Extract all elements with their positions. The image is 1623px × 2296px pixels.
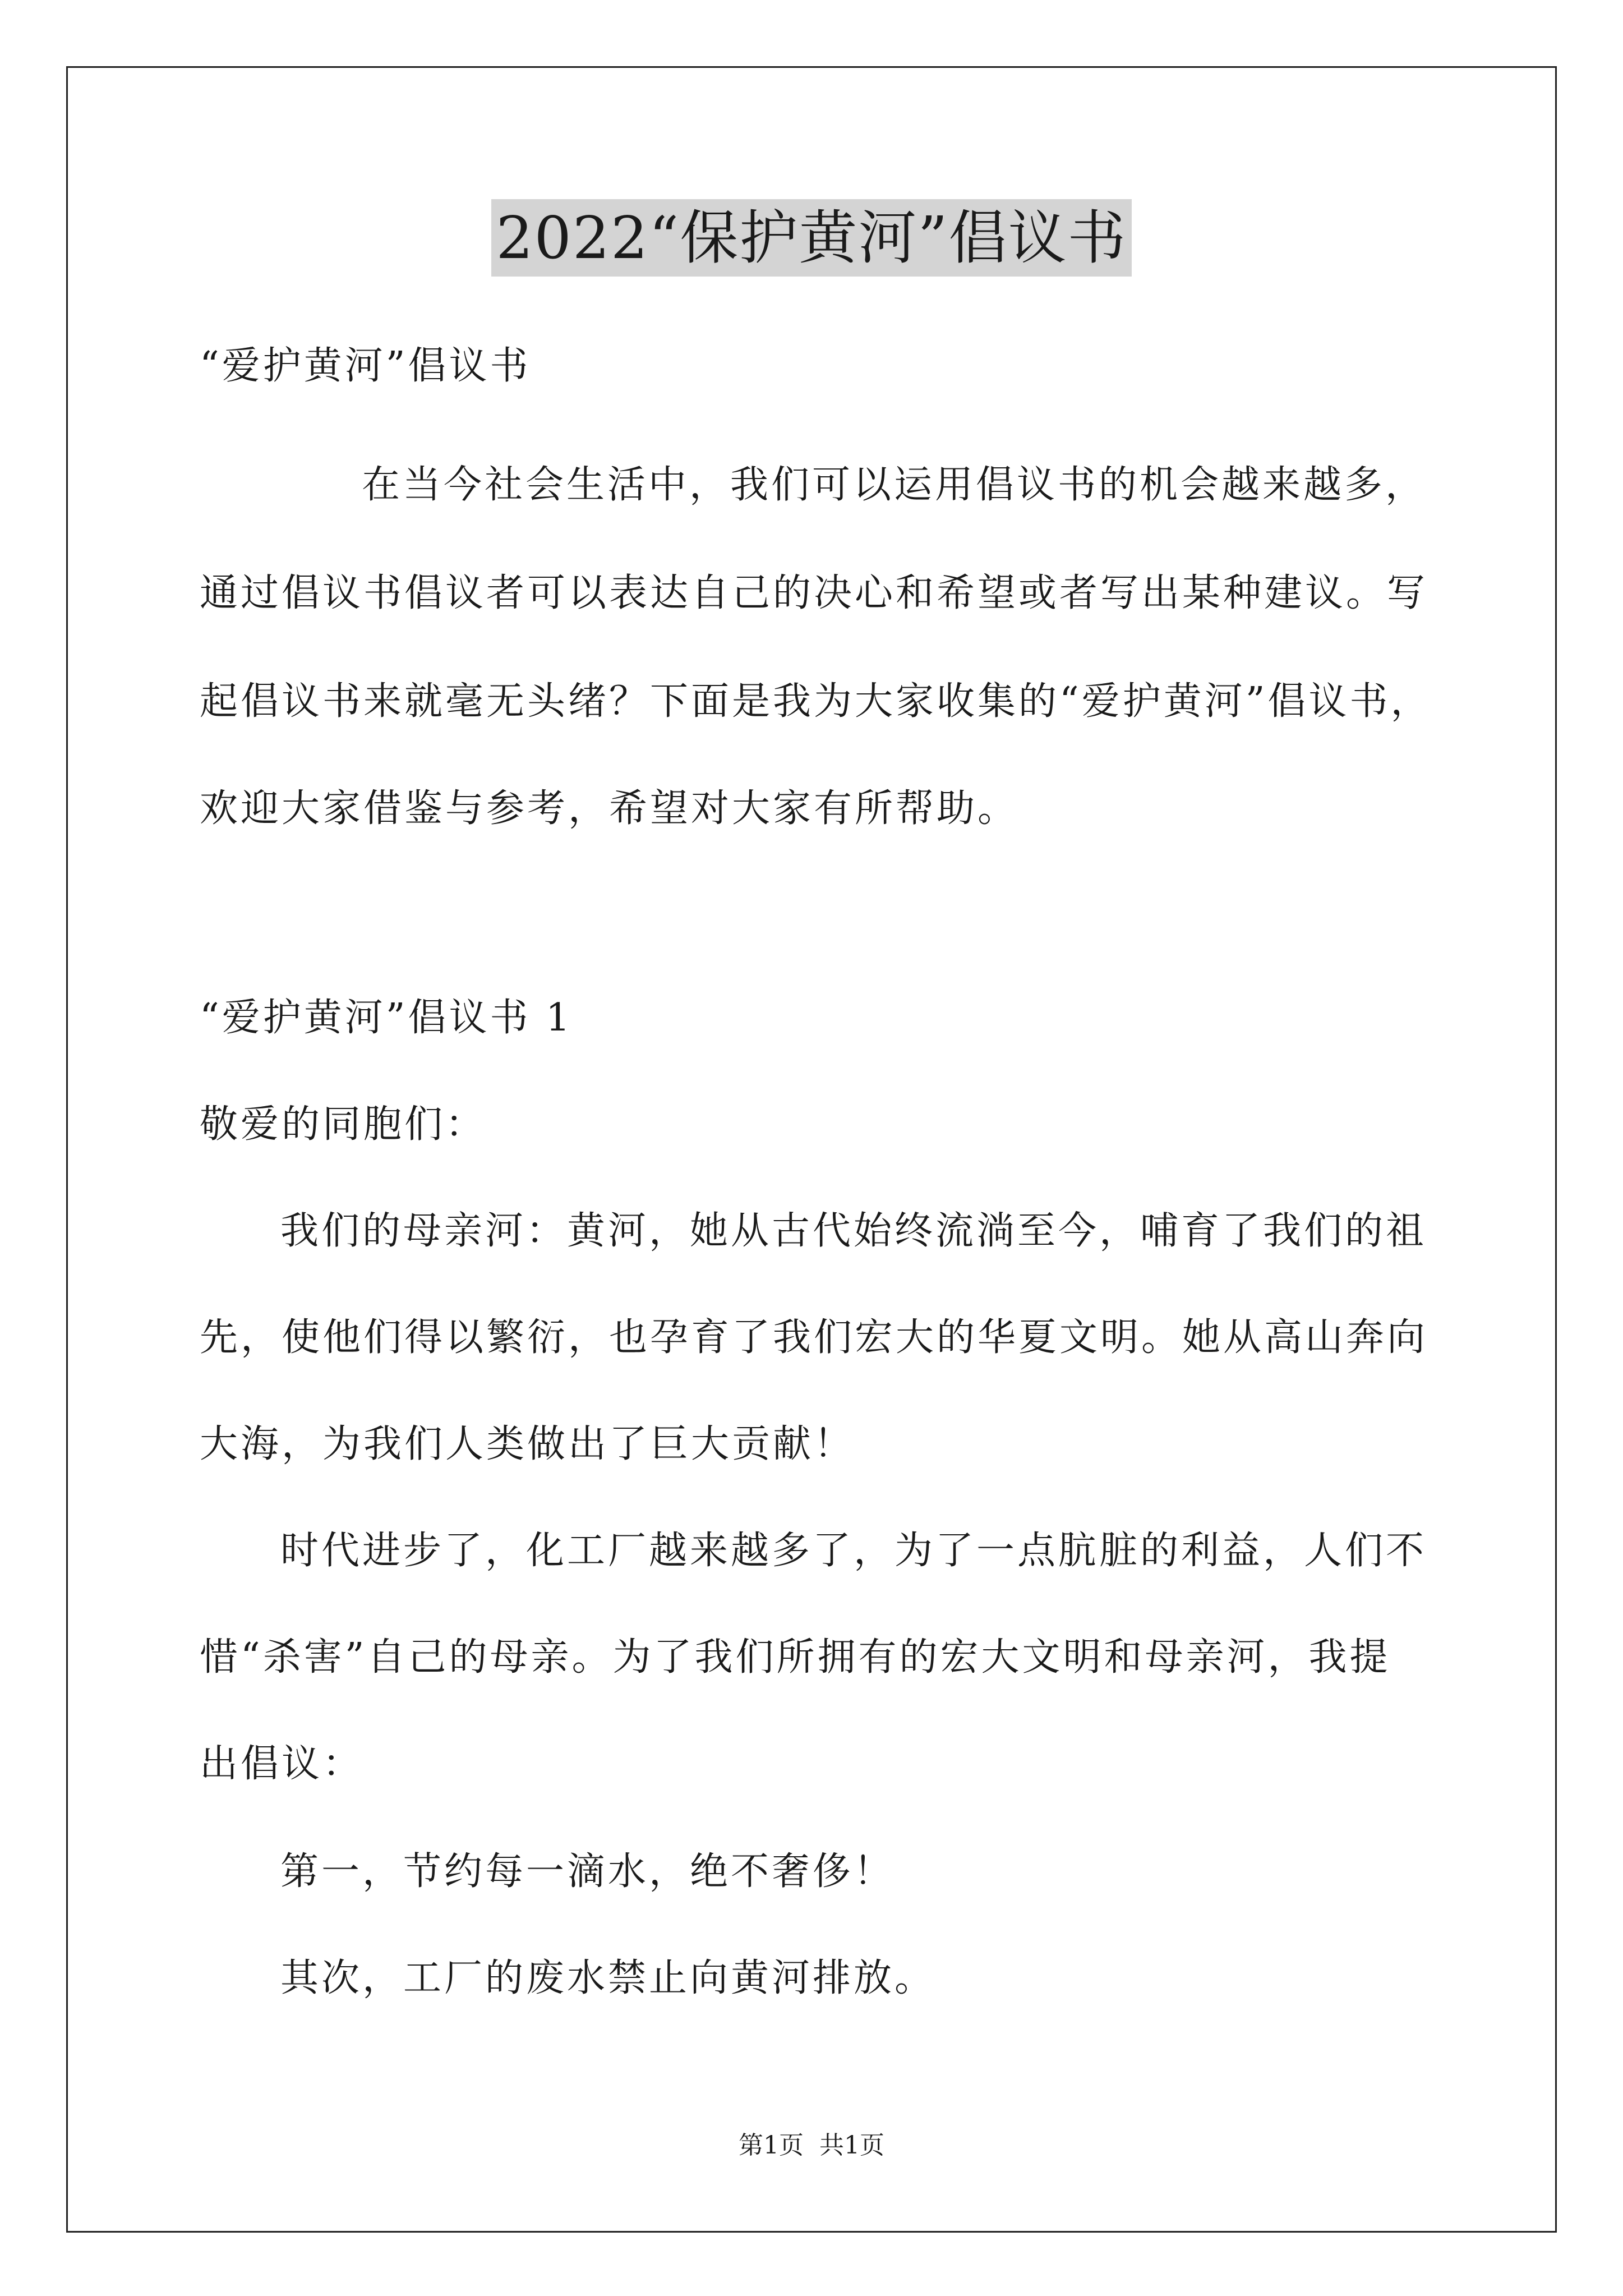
body-line-4: 时代进步了，化工厂越来越多了，为了一点肮脏的利益，人们不: [280, 1529, 1427, 1573]
body-line-5: 惜“杀害”自己的母亲。为了我们所拥有的宏大文明和母亲河，我提: [200, 1635, 1391, 1680]
intro-line-1: 在当今社会生活中，我们可以运用倡议书的机会越来越多，: [362, 463, 1427, 507]
salutation: 敬爱的同胞们：: [200, 1102, 487, 1147]
body-line-8: 其次，工厂的废水禁止向黄河排放。: [280, 1956, 936, 2000]
section-heading: “爱护黄河”倡议书 1: [200, 996, 573, 1040]
subtitle: “爱护黄河”倡议书: [200, 344, 531, 388]
body-line-2: 先，使他们得以繁衍，也孕育了我们宏大的华夏文明。她从高山奔向: [200, 1315, 1428, 1360]
page-number-current: 第1页: [739, 2131, 804, 2160]
body-line-1: 我们的母亲河：黄河，她从古代始终流淌至今，哺育了我们的祖: [280, 1209, 1427, 1253]
intro-line-3: 起倡议书来就毫无头绪？下面是我为大家收集的“爱护黄河”倡议书，: [200, 679, 1432, 724]
intro-line-4: 欢迎大家借鉴与参考，希望对大家有所帮助。: [200, 786, 1019, 831]
intro-line-2: 通过倡议书倡议者可以表达自己的决心和希望或者写出某种建议。写: [200, 571, 1428, 615]
document-title: [0, 199, 1623, 278]
body-line-3: 大海，为我们人类做出了巨大贡献！: [200, 1422, 855, 1466]
page-footer: [0, 2129, 1623, 2162]
document-title-text: 2022“保护黄河”倡议书: [491, 199, 1131, 277]
page-number-total: 共1页: [819, 2131, 884, 2160]
body-line-6: 出倡议：: [200, 1742, 364, 1786]
body-line-7: 第一，节约每一滴水，绝不奢侈！: [280, 1849, 895, 1894]
